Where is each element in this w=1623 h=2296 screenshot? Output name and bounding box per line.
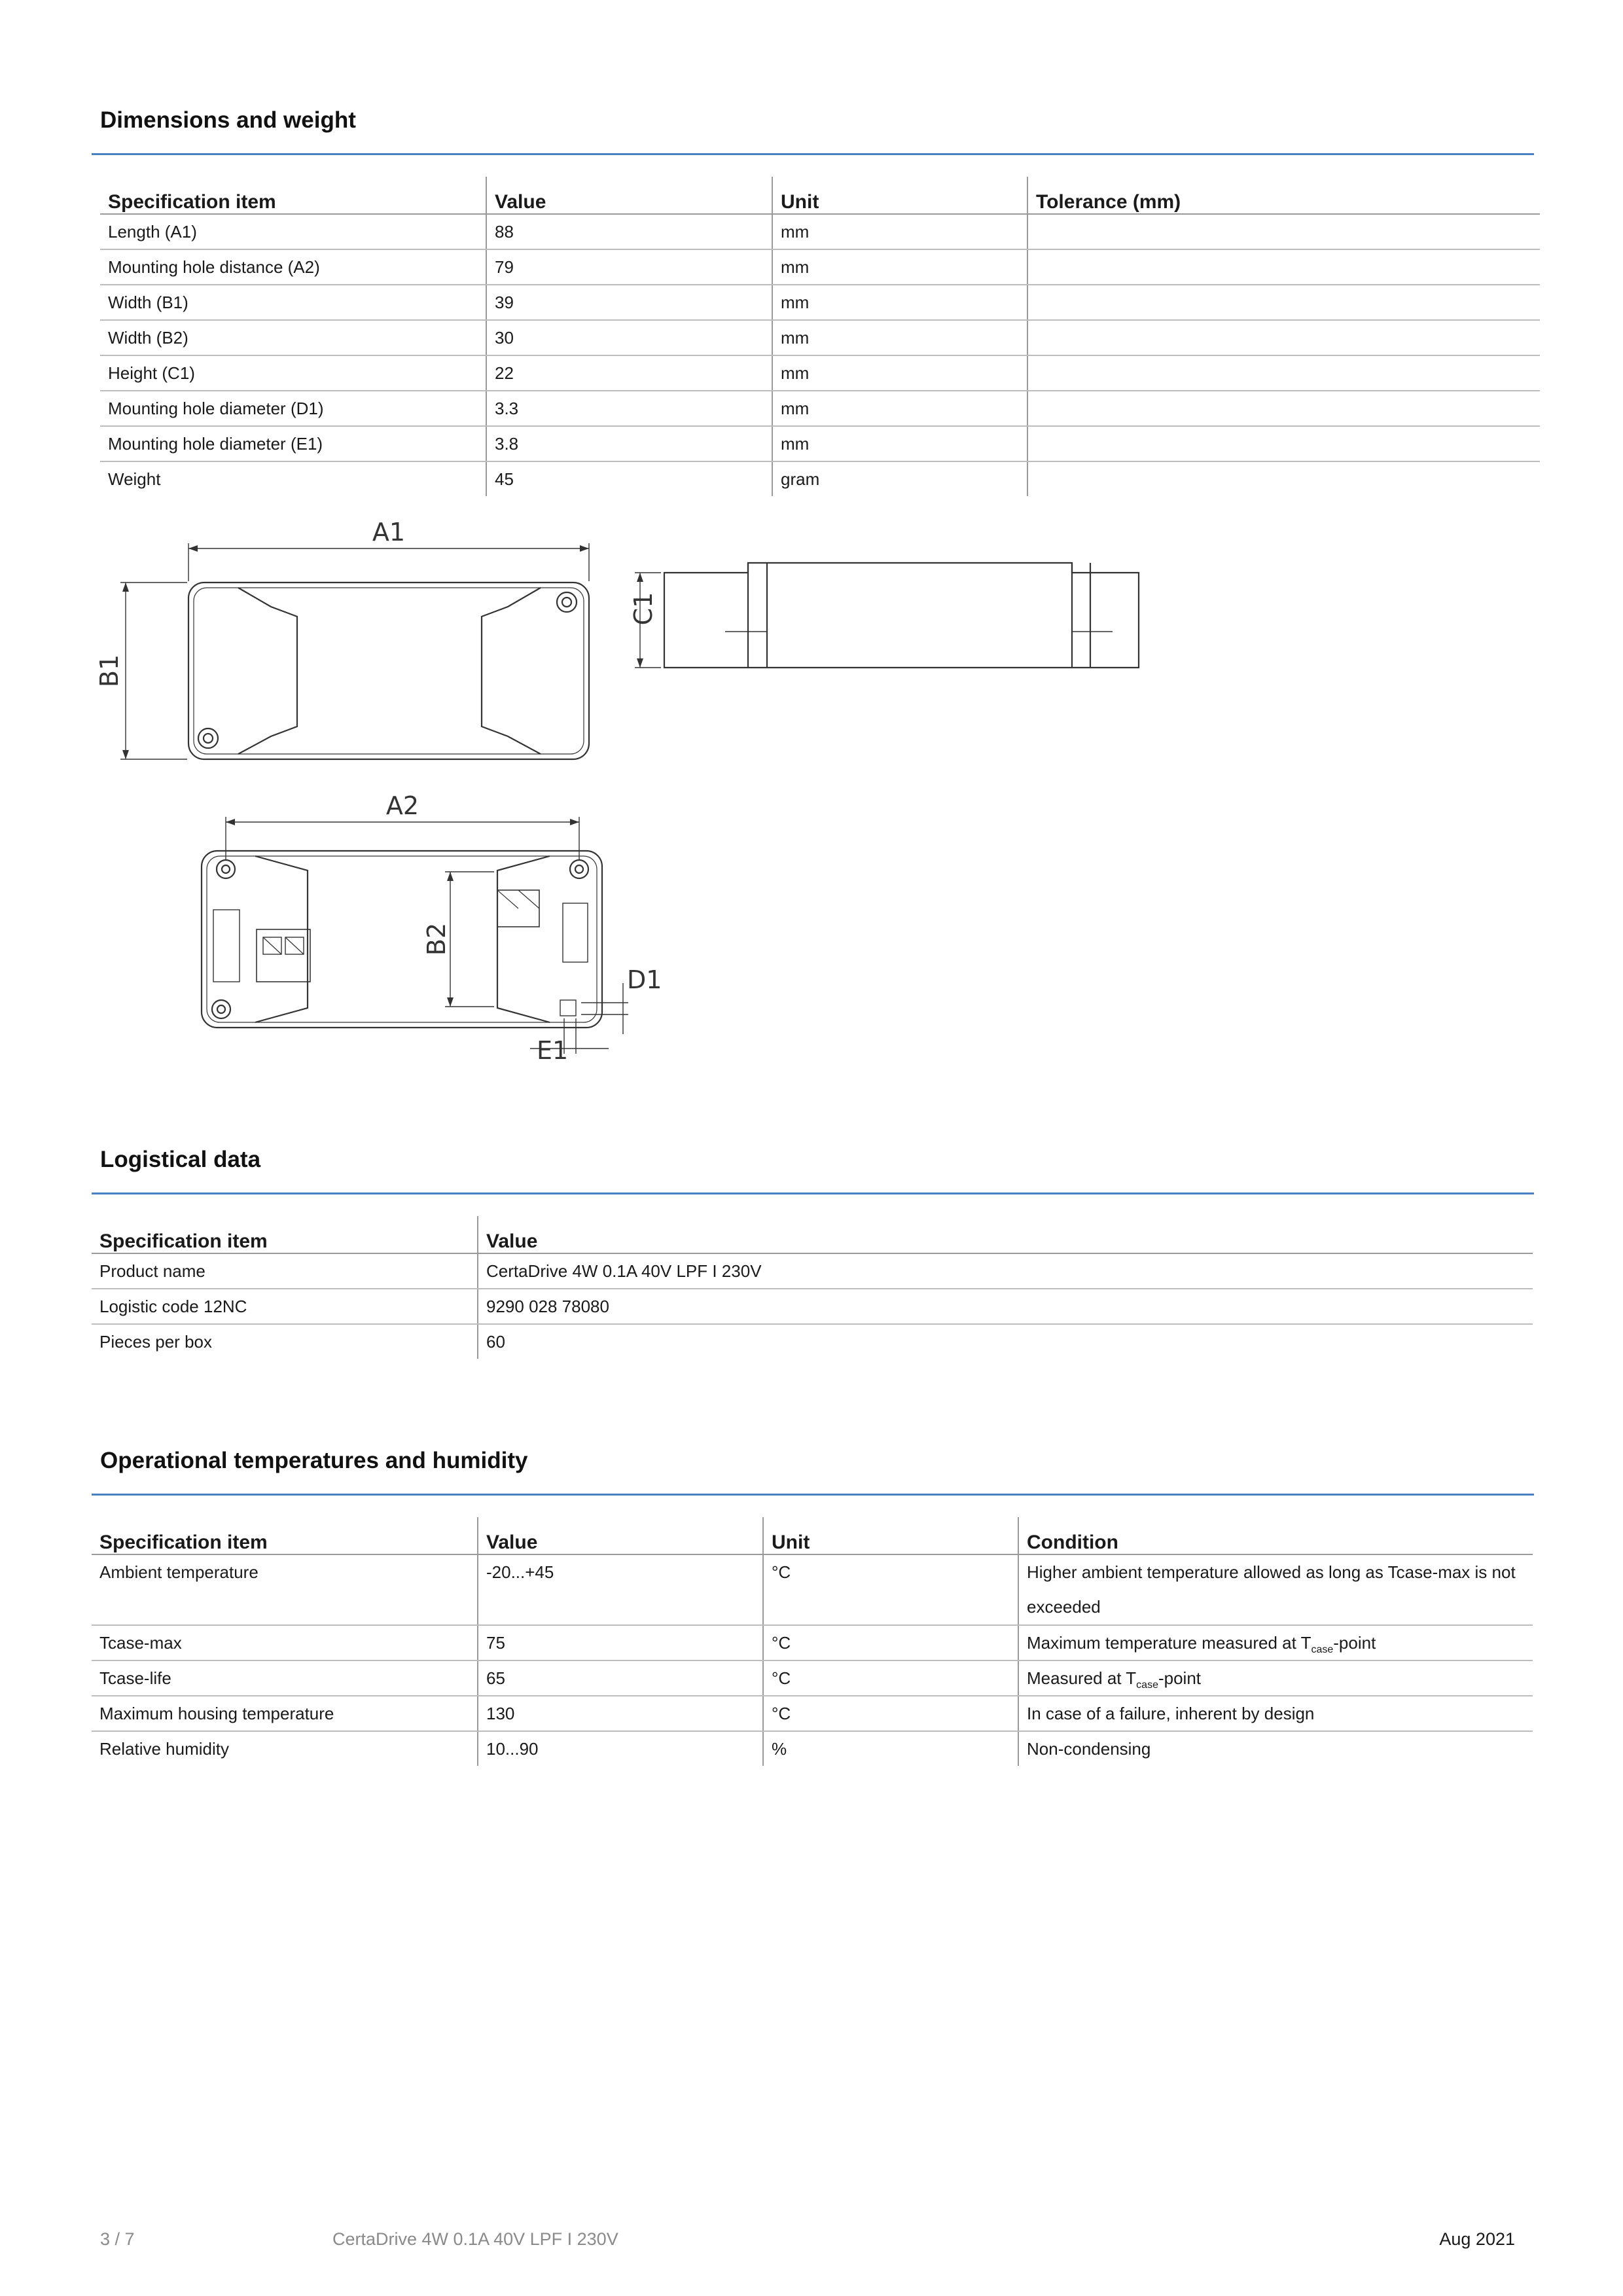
spec-item: Tcase-life	[92, 1660, 478, 1696]
table-row	[92, 1696, 1533, 1731]
table-row	[100, 391, 1540, 426]
spec-value: 88	[486, 214, 772, 249]
bottom-view	[202, 791, 662, 1065]
spec-item: Logistic code 12NC	[92, 1289, 478, 1324]
condition-text: Maximum temperature measured at T	[1027, 1632, 1311, 1653]
dim-label-d1: D1	[627, 965, 662, 994]
top-view	[95, 518, 589, 759]
column-header: Specification item	[92, 1517, 478, 1554]
spec-value: 75	[478, 1625, 763, 1660]
condition-text: Measured at T	[1027, 1668, 1137, 1688]
operational-section-title: Operational temperatures and humidity	[100, 1448, 528, 1473]
table-row	[92, 1625, 1533, 1660]
side-view-drawing	[628, 556, 1152, 687]
column-header: Value	[478, 1517, 763, 1554]
spec-tolerance	[1027, 320, 1540, 355]
condition-text: -point	[1158, 1668, 1202, 1688]
dim-label-b2: B2	[422, 922, 451, 956]
operational-divider	[92, 1494, 1534, 1496]
spec-tolerance	[1027, 214, 1540, 249]
spec-condition: Non-condensing	[1018, 1731, 1533, 1766]
dim-label-a1: A1	[372, 518, 406, 547]
spec-item: Pieces per box	[99, 1331, 212, 1352]
spec-condition: In case of a failure, inherent by design	[1018, 1696, 1533, 1731]
spec-tolerance	[1027, 355, 1540, 391]
spec-condition	[1018, 1660, 1533, 1696]
page-number: 3 / 7	[100, 2229, 135, 2249]
condition-text: -point	[1333, 1632, 1376, 1653]
condition-subscript: case	[1136, 1679, 1158, 1691]
spec-unit: °C	[763, 1554, 1018, 1625]
table-row	[92, 1660, 1533, 1696]
table-header-row	[92, 1216, 1533, 1253]
dim-label-c1: C1	[629, 592, 658, 626]
spec-value: 39	[486, 285, 772, 320]
table-row	[92, 1731, 1533, 1766]
spec-tolerance	[1027, 285, 1540, 320]
spec-value: 10...90	[478, 1731, 763, 1766]
spec-value: CertaDrive 4W 0.1A 40V LPF I 230V	[478, 1253, 1533, 1289]
spec-value: 65	[478, 1660, 763, 1696]
table-row	[100, 320, 1540, 355]
spec-tolerance	[1027, 249, 1540, 285]
spec-unit: gram	[772, 461, 1027, 496]
spec-value: 130	[478, 1696, 763, 1731]
spec-unit: mm	[772, 249, 1027, 285]
dim-label-b1: B1	[95, 654, 124, 688]
spec-unit: mm	[772, 426, 1027, 461]
table-row	[100, 461, 1540, 496]
spec-unit: °C	[763, 1660, 1018, 1696]
table-row	[92, 1554, 1533, 1625]
spec-tolerance	[1027, 391, 1540, 426]
dimensions-table	[100, 177, 1540, 496]
dimension-drawing	[92, 511, 681, 1100]
column-header: Condition	[1018, 1517, 1533, 1554]
spec-unit: mm	[772, 285, 1027, 320]
spec-value: 22	[486, 355, 772, 391]
dim-label-e1: E1	[537, 1036, 569, 1065]
footer-product-name: CertaDrive 4W 0.1A 40V LPF I 230V	[332, 2229, 618, 2249]
table-row	[100, 285, 1540, 320]
spec-item: Height (C1)	[100, 355, 486, 391]
spec-item: Mounting hole diameter (E1)	[100, 426, 486, 461]
logistics-section-title: Logistical data	[100, 1147, 261, 1172]
column-header: Value	[486, 177, 772, 214]
spec-item: Length (A1)	[100, 214, 486, 249]
table-row	[92, 1253, 1533, 1289]
spec-tolerance	[1027, 426, 1540, 461]
spec-unit: mm	[772, 355, 1027, 391]
table-row	[100, 426, 1540, 461]
condition-subscript: case	[1311, 1643, 1334, 1655]
spec-item: Product name	[92, 1253, 478, 1289]
spec-value: 45	[486, 461, 772, 496]
spec-condition	[1018, 1625, 1533, 1660]
footer-date: Aug 2021	[1439, 2229, 1515, 2249]
dim-label-a2: A2	[385, 791, 419, 820]
spec-item: Maximum housing temperature	[92, 1696, 478, 1731]
spec-value: 9290 028 78080	[478, 1289, 1533, 1324]
column-header: Unit	[772, 177, 1027, 214]
spec-unit: °C	[763, 1696, 1018, 1731]
table-row	[92, 1289, 1533, 1324]
spec-value: 30	[486, 320, 772, 355]
spec-item: Mounting hole distance (A2)	[100, 249, 486, 285]
logistics-table	[92, 1216, 1533, 1359]
spec-unit: mm	[772, 391, 1027, 426]
spec-item: Mounting hole diameter (D1)	[100, 391, 486, 426]
operational-table	[92, 1517, 1533, 1766]
spec-item: Width (B2)	[100, 320, 486, 355]
spec-unit: mm	[772, 214, 1027, 249]
column-header: Unit	[763, 1517, 1018, 1554]
dimensions-divider	[92, 153, 1534, 155]
column-header: Specification item	[92, 1216, 478, 1253]
spec-unit: mm	[772, 320, 1027, 355]
spec-item: Weight	[108, 469, 161, 489]
column-header: Specification item	[100, 177, 486, 214]
spec-value: -20...+45	[478, 1554, 763, 1625]
table-header-row	[92, 1517, 1533, 1554]
spec-item: Ambient temperature	[92, 1554, 478, 1625]
spec-value: 3.8	[486, 426, 772, 461]
spec-value: 3.3	[486, 391, 772, 426]
table-row	[100, 249, 1540, 285]
column-header: Value	[478, 1216, 1533, 1253]
spec-item: Relative humidity	[99, 1738, 229, 1759]
table-row	[100, 214, 1540, 249]
column-header: Tolerance (mm)	[1027, 177, 1540, 214]
spec-item: Width (B1)	[100, 285, 486, 320]
spec-value: 79	[486, 249, 772, 285]
spec-unit: °C	[763, 1625, 1018, 1660]
spec-value: 60	[478, 1324, 1533, 1359]
table-header-row	[100, 177, 1540, 214]
spec-condition: Higher ambient temperature allowed as long as Tcase-max is not exceeded	[1018, 1554, 1533, 1625]
dimensions-section-title: Dimensions and weight	[100, 107, 356, 133]
spec-unit: %	[763, 1731, 1018, 1766]
logistics-divider	[92, 1193, 1534, 1194]
table-row	[100, 355, 1540, 391]
table-row	[92, 1324, 1533, 1359]
spec-tolerance	[1027, 461, 1540, 496]
spec-item: Tcase-max	[92, 1625, 478, 1660]
